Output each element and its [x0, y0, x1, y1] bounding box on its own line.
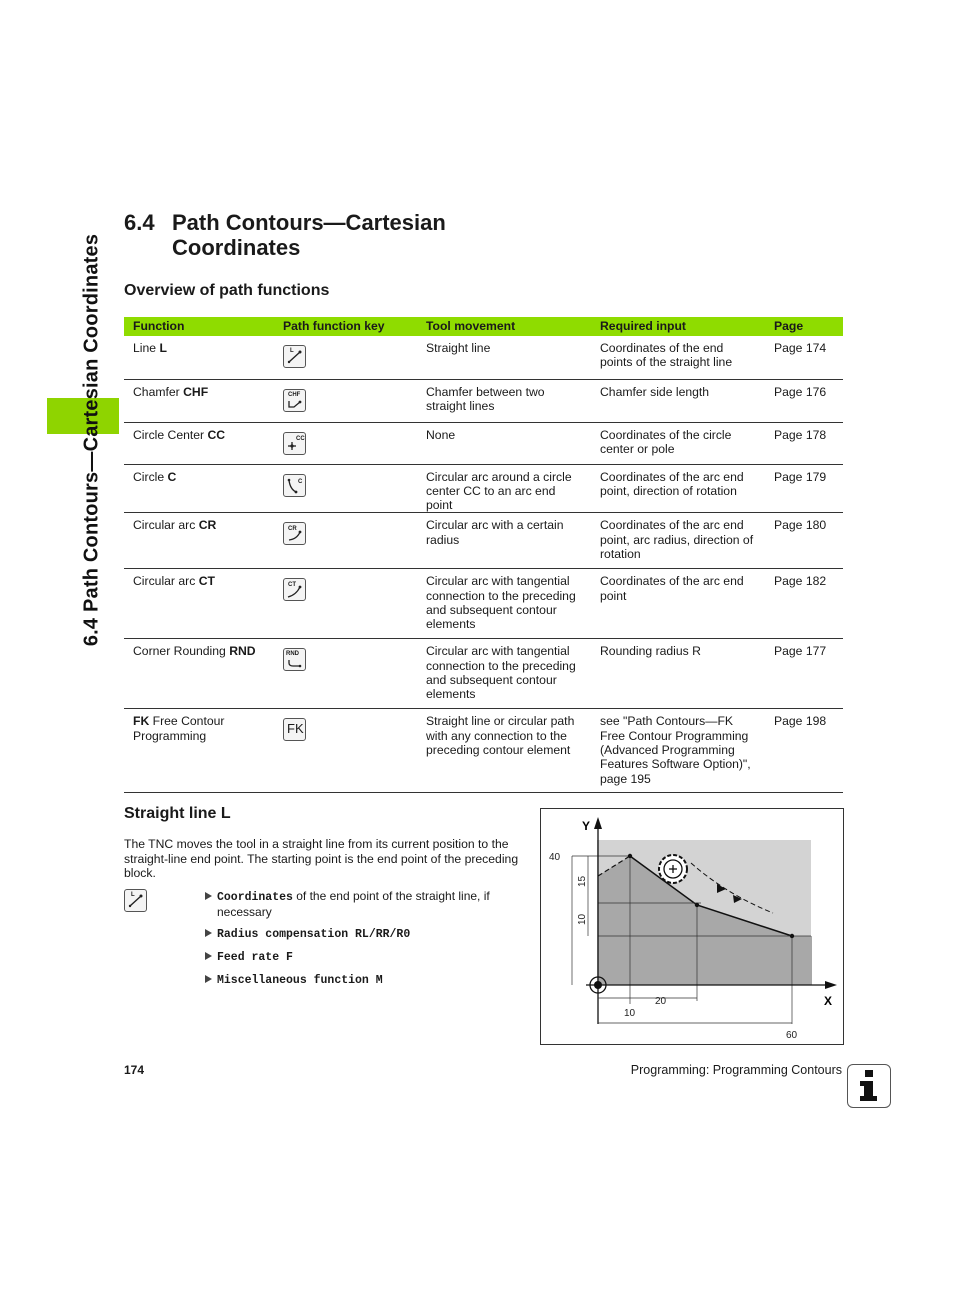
table-row: [124, 464, 843, 513]
input-cell: Coordinates of the circle center or pole: [591, 422, 765, 464]
movement-cell: Circular arc with tangential connection to the preceding and subsequent contour elements: [417, 639, 591, 709]
input-cell: Rounding radius R: [591, 639, 765, 709]
key-cell: [274, 709, 417, 793]
table-row: [124, 709, 843, 793]
straight-line-figure: [540, 808, 844, 1045]
col-input: Required input: [591, 317, 765, 336]
table-row: [124, 379, 843, 422]
page-cell: Page 176: [765, 379, 843, 422]
function-cell: FK Free Contour Programming: [124, 709, 274, 793]
label-y15: 15: [577, 875, 588, 887]
key-cell: [274, 464, 417, 513]
col-page: Page: [765, 317, 843, 336]
input-cell: Chamfer side length: [591, 379, 765, 422]
movement-cell: Chamfer between two straight lines: [417, 379, 591, 422]
col-movement: Tool movement: [417, 317, 591, 336]
function-cell: Chamfer CHF: [124, 379, 274, 422]
point-end: [790, 934, 794, 938]
info-icon[interactable]: [847, 1064, 891, 1108]
label-x60: 60: [786, 1030, 798, 1041]
milling-cutter-icon: [659, 855, 687, 883]
key-cell: [274, 422, 417, 464]
path-functions-table: [124, 317, 843, 793]
key-cell: [274, 379, 417, 422]
label-y40: 40: [549, 852, 561, 863]
key-cell: [274, 513, 417, 569]
line-key-icon[interactable]: L: [283, 345, 306, 368]
input-cell: Coordinates of the arc end point, arc radius, direction of rotation: [591, 513, 765, 569]
page-cell: Page 179: [765, 464, 843, 513]
corner-rounding-key-icon[interactable]: RND: [283, 648, 306, 671]
function-cell: Circular arc CR: [124, 513, 274, 569]
circle-center-key-icon[interactable]: CC: [283, 432, 306, 455]
table-header-row: [124, 317, 843, 336]
function-cell: Circle Center CC: [124, 422, 274, 464]
input-cell: Coordinates of the arc end point: [591, 569, 765, 639]
section-heading: Path Contours—Cartesian Coordinates: [172, 210, 446, 260]
chamfer-key-icon[interactable]: CHF: [283, 389, 306, 412]
input-cell: Coordinates of the arc end point, direction of rotation: [591, 464, 765, 513]
straight-line-description: The TNC moves the tool in a straight line from its current position to the straight-line end point. The starting point is the end point of the preceding block.: [124, 837, 519, 880]
bullet-arrow-icon: [205, 892, 212, 900]
y-axis-arrow-icon: [594, 817, 602, 829]
label-x10: 10: [624, 1008, 636, 1019]
line-key-icon[interactable]: L: [124, 889, 147, 912]
key-cell: [274, 569, 417, 639]
input-cell: see "Path Contours—FK Free Contour Programming (Advanced Programming Features Software Option)", page 195: [591, 709, 765, 793]
function-cell: Corner Rounding RND: [124, 639, 274, 709]
overview-heading: Overview of path functions: [124, 282, 330, 299]
chapter-footer: Programming: Programming Contours: [630, 1063, 842, 1077]
col-function: Function: [124, 317, 274, 336]
contour-diagram: [541, 809, 843, 1044]
section-number: 6.4: [124, 210, 155, 235]
bullet-arrow-icon: [205, 952, 212, 960]
side-chapter-title: 6.4 Path Contours—Cartesian Coordinates: [80, 233, 103, 647]
movement-cell: None: [417, 422, 591, 464]
movement-cell: Circular arc around a circle center CC to an arc end point: [417, 464, 591, 513]
bullet-radius-comp: Radius compensation RL/RR/R0: [205, 926, 515, 942]
table-row: [124, 569, 843, 639]
bullet-misc-function: Miscellaneous function M: [205, 972, 515, 988]
y-axis-label: Y: [582, 819, 591, 833]
key-cell: [274, 639, 417, 709]
table-row: [124, 422, 843, 464]
movement-cell: Straight line: [417, 336, 591, 379]
function-cell: Line L: [124, 336, 274, 379]
point-corner: [695, 903, 699, 907]
function-cell: Circle C: [124, 464, 274, 513]
label-x20: 20: [655, 996, 667, 1007]
bullet-arrow-icon: [205, 975, 212, 983]
input-cell: Coordinates of the end points of the straight line: [591, 336, 765, 379]
page-cell: Page 174: [765, 336, 843, 379]
key-cell: [274, 336, 417, 379]
label-y10: 10: [577, 913, 588, 925]
page-number: 174: [124, 1063, 145, 1077]
page-cell: Page 198: [765, 709, 843, 793]
table-row: [124, 336, 843, 379]
col-key: Path function key: [274, 317, 417, 336]
x-axis-arrow-icon: [825, 981, 837, 989]
table-row: [124, 513, 843, 569]
movement-cell: Circular arc with tangential connection to the preceding and subsequent contour elements: [417, 569, 591, 639]
bullet-arrow-icon: [205, 929, 212, 937]
page-cell: Page 180: [765, 513, 843, 569]
point-start: [628, 854, 632, 858]
x-axis-label: X: [824, 994, 833, 1008]
movement-cell: Circular arc with a certain radius: [417, 513, 591, 569]
circle-key-icon[interactable]: C: [283, 474, 306, 497]
movement-cell: Straight line or circular path with any connection to the preceding contour element: [417, 709, 591, 793]
circular-arc-radius-key-icon[interactable]: CR: [283, 522, 306, 545]
bullet-feed-rate: Feed rate F: [205, 949, 515, 965]
straight-line-heading: Straight line L: [124, 805, 231, 822]
page-cell: Page 182: [765, 569, 843, 639]
page-cell: Page 177: [765, 639, 843, 709]
circular-arc-tangential-key-icon[interactable]: CT: [283, 578, 306, 601]
fk-key-icon[interactable]: FK: [283, 718, 306, 741]
bullet-coordinates: Coordinates of the end point of the straight line, if necessary: [205, 889, 515, 919]
function-cell: Circular arc CT: [124, 569, 274, 639]
table-row: [124, 639, 843, 709]
page-cell: Page 178: [765, 422, 843, 464]
